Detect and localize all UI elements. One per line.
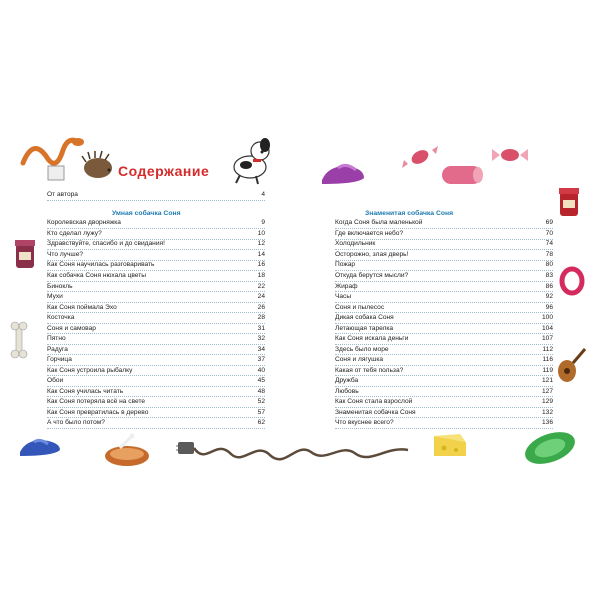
toc-row <box>47 357 265 366</box>
toc-item-page: 48 <box>257 387 265 395</box>
toc-row <box>47 336 265 345</box>
toc-item-label: Как Соня училась читать <box>47 387 124 395</box>
toc-item-page: 28 <box>257 314 265 322</box>
toc-item-page: 62 <box>257 419 265 427</box>
toc-item-label: Обои <box>47 377 64 385</box>
toc-item-label: Дружба <box>335 377 359 385</box>
toc-item-page: 9 <box>261 219 265 227</box>
toc-row <box>47 399 265 408</box>
toc-item-page: 116 <box>542 356 553 364</box>
toc-row <box>47 315 265 324</box>
toc-item-page: 104 <box>541 324 553 332</box>
toc-item-page: 136 <box>541 419 553 427</box>
toc-item-label: Горчица <box>47 356 72 364</box>
toc-intro-page: 4 <box>261 191 265 199</box>
toc-item-page: 86 <box>545 282 553 290</box>
toc-row <box>335 315 553 324</box>
toc-row <box>335 367 553 376</box>
toc-row <box>335 346 553 355</box>
toc-item-label: Соня и самовар <box>47 324 96 332</box>
toc-row <box>47 283 265 292</box>
toc-item-page: 92 <box>545 293 553 301</box>
toc-row <box>335 273 553 282</box>
toc-item-page: 57 <box>257 408 265 416</box>
toc-item-label: Как собачка Соня нюхала цветы <box>47 272 147 279</box>
toc-item-label: Королевская дворняжка <box>47 219 121 227</box>
toc-item-label: Пожар <box>335 261 356 269</box>
toc-item-page: 10 <box>257 229 265 237</box>
toc-row <box>47 241 265 250</box>
toc-item-page: 26 <box>257 303 265 311</box>
toc-item-page: 12 <box>257 240 265 248</box>
slipper-illustration <box>318 160 368 188</box>
toc-item-page: 34 <box>257 345 265 353</box>
toc-item-page: 83 <box>545 272 553 279</box>
toc-item-page: 69 <box>545 219 553 227</box>
toc-row <box>47 231 265 240</box>
toc-row <box>335 220 553 229</box>
toc-item-label: Какая от тебя польза? <box>335 366 404 374</box>
toc-item-page: 24 <box>257 293 265 301</box>
toc-item-label: Что лучше? <box>47 250 84 258</box>
toc-item-label: Как Соня устроила рыбалку <box>47 366 133 374</box>
toc-left-list <box>47 220 265 430</box>
toc-item-label: Осторожно, злая дверь! <box>335 250 409 258</box>
toc-item-label: Мухи <box>47 293 63 301</box>
toc-row <box>47 294 265 303</box>
toc-item-page: 18 <box>257 272 265 279</box>
toc-item-label: Любовь <box>335 387 359 395</box>
toc-item-page: 112 <box>542 345 553 353</box>
toc-item-page: 45 <box>257 377 265 385</box>
toc-item-page: 121 <box>541 377 553 385</box>
toc-item-label: Что вкуснее всего? <box>335 419 394 427</box>
toc-row <box>335 378 553 387</box>
toc-item-page: 80 <box>545 261 553 269</box>
dog-bowl-illustration <box>102 428 152 470</box>
toc-row <box>47 304 265 313</box>
toc-intro-label: От автора <box>47 191 78 199</box>
toc-item-label: Здравствуйте, спасибо и до свидания! <box>47 240 165 248</box>
toc-row <box>47 367 265 376</box>
toc-row <box>335 241 553 250</box>
toc-item-page: 14 <box>257 250 265 258</box>
toc-item-label: Как Соня искала деньги <box>335 335 409 343</box>
toc-row <box>47 262 265 271</box>
toc-item-label: Косточка <box>47 314 75 322</box>
toc-row <box>335 262 553 271</box>
candy-wrapped-illustration <box>490 142 530 168</box>
toc-intro-row <box>47 192 265 201</box>
toc-row <box>335 304 553 313</box>
mustard-jar-illustration <box>12 236 38 270</box>
toc-item-label: Как Соня научилась разговаривать <box>47 261 155 269</box>
jam-jar-illustration <box>555 184 583 220</box>
toc-item-label: Здесь было море <box>335 345 389 353</box>
cheese-illustration <box>430 430 470 464</box>
toc-item-label: Часы <box>335 293 352 301</box>
toc-item-label: Дикая собака Соня <box>335 314 394 322</box>
toc-item-label: Как Соня превратилась в дерево <box>47 408 149 416</box>
toc-item-label: Как Соня стала взрослой <box>335 398 413 406</box>
toc-item-label: Жираф <box>335 282 358 290</box>
toc-item-label: А что было потом? <box>47 419 105 427</box>
toc-row <box>335 399 553 408</box>
bone-illustration <box>10 320 28 360</box>
toc-row <box>47 409 265 418</box>
toc-item-label: Как Соня поймала Эхо <box>47 303 117 311</box>
toc-item-page: 78 <box>545 250 553 258</box>
toc-row <box>335 283 553 292</box>
toc-item-page: 31 <box>257 324 265 332</box>
toc-row <box>335 388 553 397</box>
toc-row <box>47 388 265 397</box>
toc-item-page: 32 <box>257 335 265 343</box>
toc-row <box>47 252 265 261</box>
toc-item-label: Бинокль <box>47 282 73 290</box>
toc-row <box>335 336 553 345</box>
green-plate-illustration <box>520 428 580 468</box>
toc-item-page: 100 <box>541 314 553 322</box>
toc-item-page: 107 <box>541 335 553 343</box>
toc-row <box>47 378 265 387</box>
toc-item-label: Кто сделал лужу? <box>47 229 102 237</box>
balalaika-illustration <box>555 345 587 385</box>
toc-item-page: 96 <box>545 303 553 311</box>
toc-item-page: 52 <box>257 398 265 406</box>
toc-item-page: 37 <box>257 356 265 364</box>
toc-item-page: 70 <box>545 229 553 237</box>
toc-item-page: 40 <box>257 366 265 374</box>
toc-row <box>335 252 553 261</box>
toc-row <box>47 325 265 334</box>
dog-sonya-illustration <box>220 135 280 185</box>
toc-row <box>47 273 265 282</box>
toc-item-label: Соня и лягушка <box>335 356 384 364</box>
blue-slipper-illustration <box>16 436 66 458</box>
electric-cord-illustration <box>176 436 412 472</box>
toc-item-label: Как Соня потеряла всё на свете <box>47 398 146 406</box>
candy-illustration <box>400 142 440 172</box>
toc-item-label: Где включается небо? <box>335 229 404 237</box>
toc-row <box>47 220 265 229</box>
sausage-illustration <box>438 162 488 188</box>
snake-hedgehog-illustration <box>18 128 113 188</box>
toc-item-page: 127 <box>541 387 553 395</box>
toc-item-label: Знаменитая собачка Соня <box>335 408 416 416</box>
collar-illustration <box>558 266 586 296</box>
toc-item-label: Соня и пылесос <box>335 303 385 311</box>
page-title: Содержание <box>118 163 210 179</box>
toc-item-label: Когда Соня была маленькой <box>335 219 423 227</box>
toc-right-list <box>335 220 553 430</box>
toc-row <box>335 294 553 303</box>
toc-item-page: 119 <box>542 366 553 374</box>
toc-item-label: Пятно <box>47 335 66 343</box>
toc-row <box>335 357 553 366</box>
toc-item-page: 129 <box>541 398 553 406</box>
toc-item-label: Холодильник <box>335 240 376 248</box>
toc-row <box>335 325 553 334</box>
toc-item-page: 22 <box>257 282 265 290</box>
toc-item-label: Откуда берутся мысли? <box>335 272 409 279</box>
toc-row <box>47 420 265 429</box>
toc-item-page: 16 <box>257 261 265 269</box>
toc-item-page: 74 <box>545 240 553 248</box>
toc-item-label: Летающая тарелка <box>335 324 394 332</box>
toc-item-label: Радуга <box>47 345 68 353</box>
toc-row <box>47 346 265 355</box>
toc-row <box>335 409 553 418</box>
toc-row <box>335 231 553 240</box>
section-heading-right: Знаменитая собачка Соня <box>365 210 454 217</box>
toc-item-page: 132 <box>541 408 553 416</box>
section-heading-left: Умная собачка Соня <box>112 210 181 217</box>
